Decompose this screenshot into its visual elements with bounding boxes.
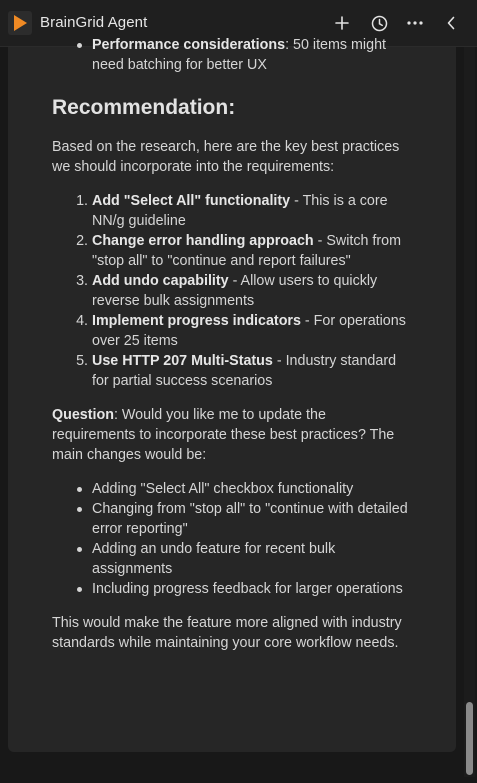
chevron-left-icon [446,16,456,30]
item-text: - This is a core NN/g guideline [92,193,388,229]
item-bold: Use HTTP 207 Multi-Status [92,353,273,369]
item-bold: Change error handling approach [92,233,314,249]
list-item [92,311,412,351]
more-icon [407,21,423,25]
list-item [92,191,412,231]
closing-paragraph: This would make the feature more aligned with industry standards while maintaining your core workflow needs. [52,615,402,651]
item-text: - Allow users to quickly reverse bulk assignments [92,273,378,309]
question-paragraph [52,405,412,465]
question-text: : Would you like me to update the requirements to incorporate these best practices? The main changes would be: [52,407,395,463]
app-title: BrainGrid Agent [40,14,148,31]
list-item: Including progress feedback for larger operations [92,579,412,599]
item-text: - Switch from "stop all" to "continue and report failures" [92,233,402,269]
item-text: : 50 items might need batching for better UX [92,37,386,73]
intro-paragraph: Based on the research, here are the key best practices we should incorporate into the requirements: [52,139,400,175]
more-options-button[interactable] [404,12,426,34]
chat-message-panel [8,37,456,752]
list-item [92,351,412,391]
item-text: - For operations over 25 items [92,313,406,349]
item-text: - Industry standard for partial success scenarios [92,353,397,389]
scrollbar-thumb[interactable] [466,702,473,775]
braingrid-logo [8,11,32,35]
history-button[interactable] [368,12,390,34]
play-logo-icon [13,15,27,31]
list-item: Adding an undo feature for recent bulk assignments [92,539,412,579]
new-chat-button[interactable] [331,12,353,34]
section-heading: Recommendation: [52,96,236,119]
changes-list [52,479,412,599]
recommendation-list [52,191,412,391]
list-item [52,35,412,75]
list-item [92,231,412,271]
history-icon [371,15,388,32]
list-item: Adding "Select All" checkbox functionality [92,479,412,499]
bullet [77,43,82,48]
list-item: Changing from "stop all" to "continue with detailed error reporting" [92,499,412,539]
item-bold: Add "Select All" functionality [92,193,291,209]
assistant-message [52,35,412,653]
item-bold: Performance considerations [92,37,286,53]
plus-icon [335,16,349,30]
item-bold: Implement progress indicators [92,313,301,329]
scrollbar-track[interactable] [464,47,475,777]
item-bold: Add undo capability [92,273,229,289]
list-item [92,271,412,311]
collapse-button[interactable] [440,12,462,34]
question-label: Question [52,407,114,423]
